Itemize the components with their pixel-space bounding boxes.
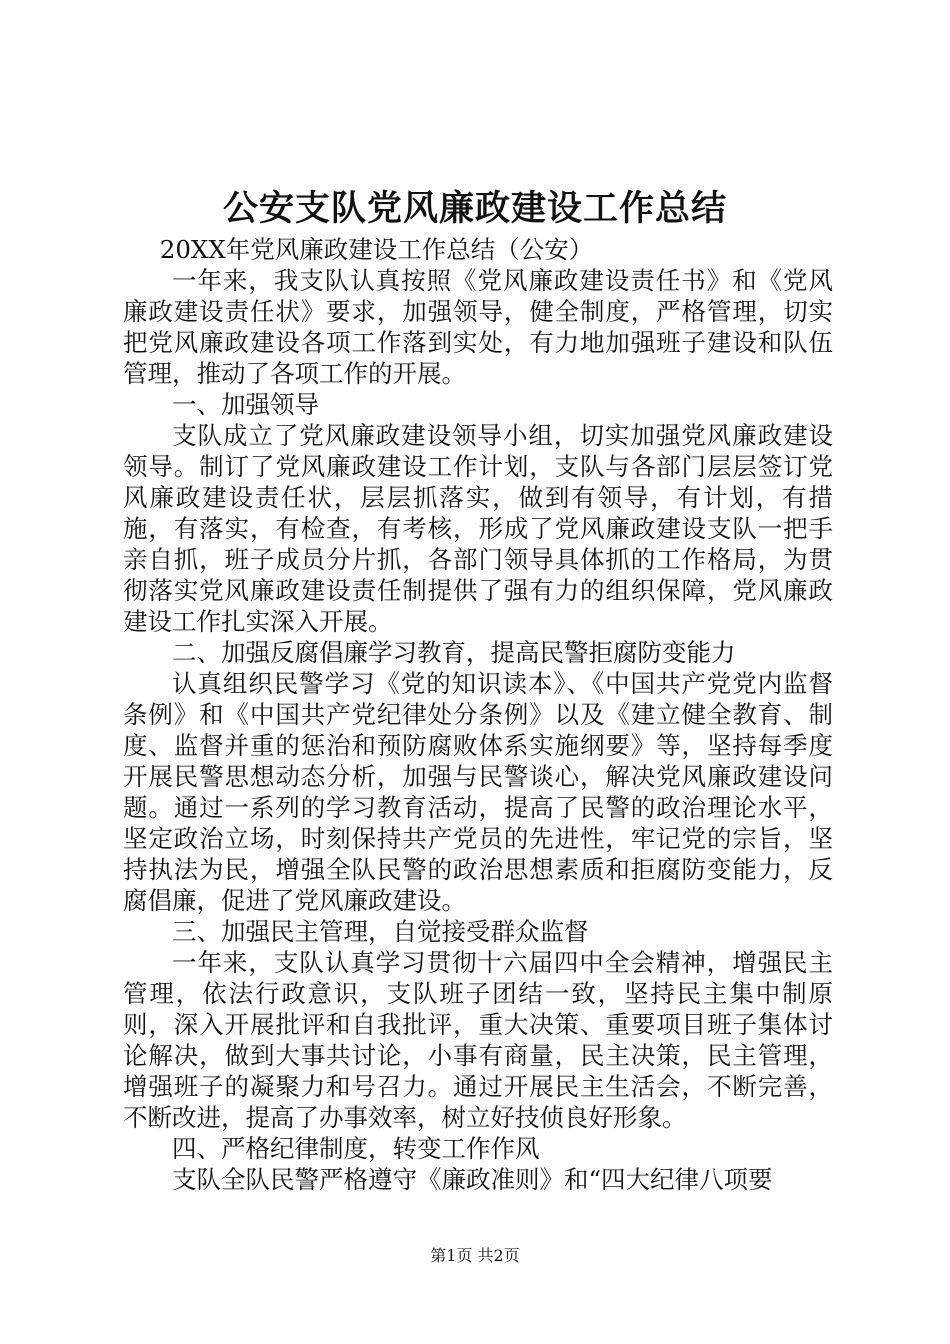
document-body	[123, 234, 833, 1195]
section-paragraph-3: 一年来，支队认真学习贯彻十六届四中全会精神，增强民主管理，依法行政意识，支队班子团结一致，坚持民主集中制原则，深入开展批评和自我批评，重大决策、重要项目班子集体讨论解决，做到大事共讨论，小事有商量，民主决策，民主管理，增强班子的凝聚力和号召力。通过开展民主生活会，不断完善，不断改进，提高了办事效率，树立好技侦良好形象。	[123, 948, 833, 1132]
intro-paragraph: 一年来，我支队认真按照《党风廉政建设责任书》和《党风廉政建设责任状》要求，加强领导，健全制度，严格管理，切实把党风廉政建设各项工作落到实处，有力地加强班子建设和队伍管理，推动了各项工作的开展。	[123, 266, 833, 388]
section-heading-1: 一、加强领导	[172, 390, 319, 419]
subtitle-paragraph: 20XX年党风廉政建设工作总结（公安）	[159, 235, 594, 264]
section-paragraph-4: 支队全队民警严格遵守《廉政准则》和“四大纪律八项要	[172, 1165, 773, 1194]
section-heading-3: 三、加强民主管理，自觉接受群众监督	[172, 917, 589, 946]
section-paragraph-1: 支队成立了党风廉政建设领导小组，切实加强党风廉政建设领导。制订了党风廉政建设工作计划，支队与各部门层层签订党风廉政建设责任状，层层抓落实，做到有领导，有计划，有措施，有落实，有检查，有考核，形成了党风廉政建设支队一把手亲自抓，班子成员分片抓，各部门领导具体抓的工作格局，为贯彻落实党风廉政建设责任制提供了强有力的组织保障，党风廉政建设工作扎实深入开展。	[123, 421, 833, 636]
page-number-footer: 第1页 共2页	[430, 1246, 520, 1265]
section-heading-4: 四、严格纪律制度，转变工作作风	[172, 1134, 540, 1163]
section-heading-2: 二、加强反腐倡廉学习教育，提高民警拒腐防变能力	[172, 638, 736, 667]
section-paragraph-2: 认真组织民警学习《党的知识读本》、《中国共产党党内监督条例》和《中国共产党纪律处分条例》以及《建立健全教育、制度、监督并重的惩治和预防腐败体系实施纲要》等，坚持每季度开展民警思想动态分析，加强与民警谈心，解决党风廉政建设问题。通过一系列的学习教育活动，提高了民警的政治理论水平，坚定政治立场，时刻保持共产党员的先进性，牢记党的宗旨，坚持执法为民，增强全队民警的政治思想素质和拒腐防变能力，反腐倡廉，促进了党风廉政建设。	[123, 669, 833, 915]
document-title: 公安支队党风廉政建设工作总结	[222, 188, 727, 229]
